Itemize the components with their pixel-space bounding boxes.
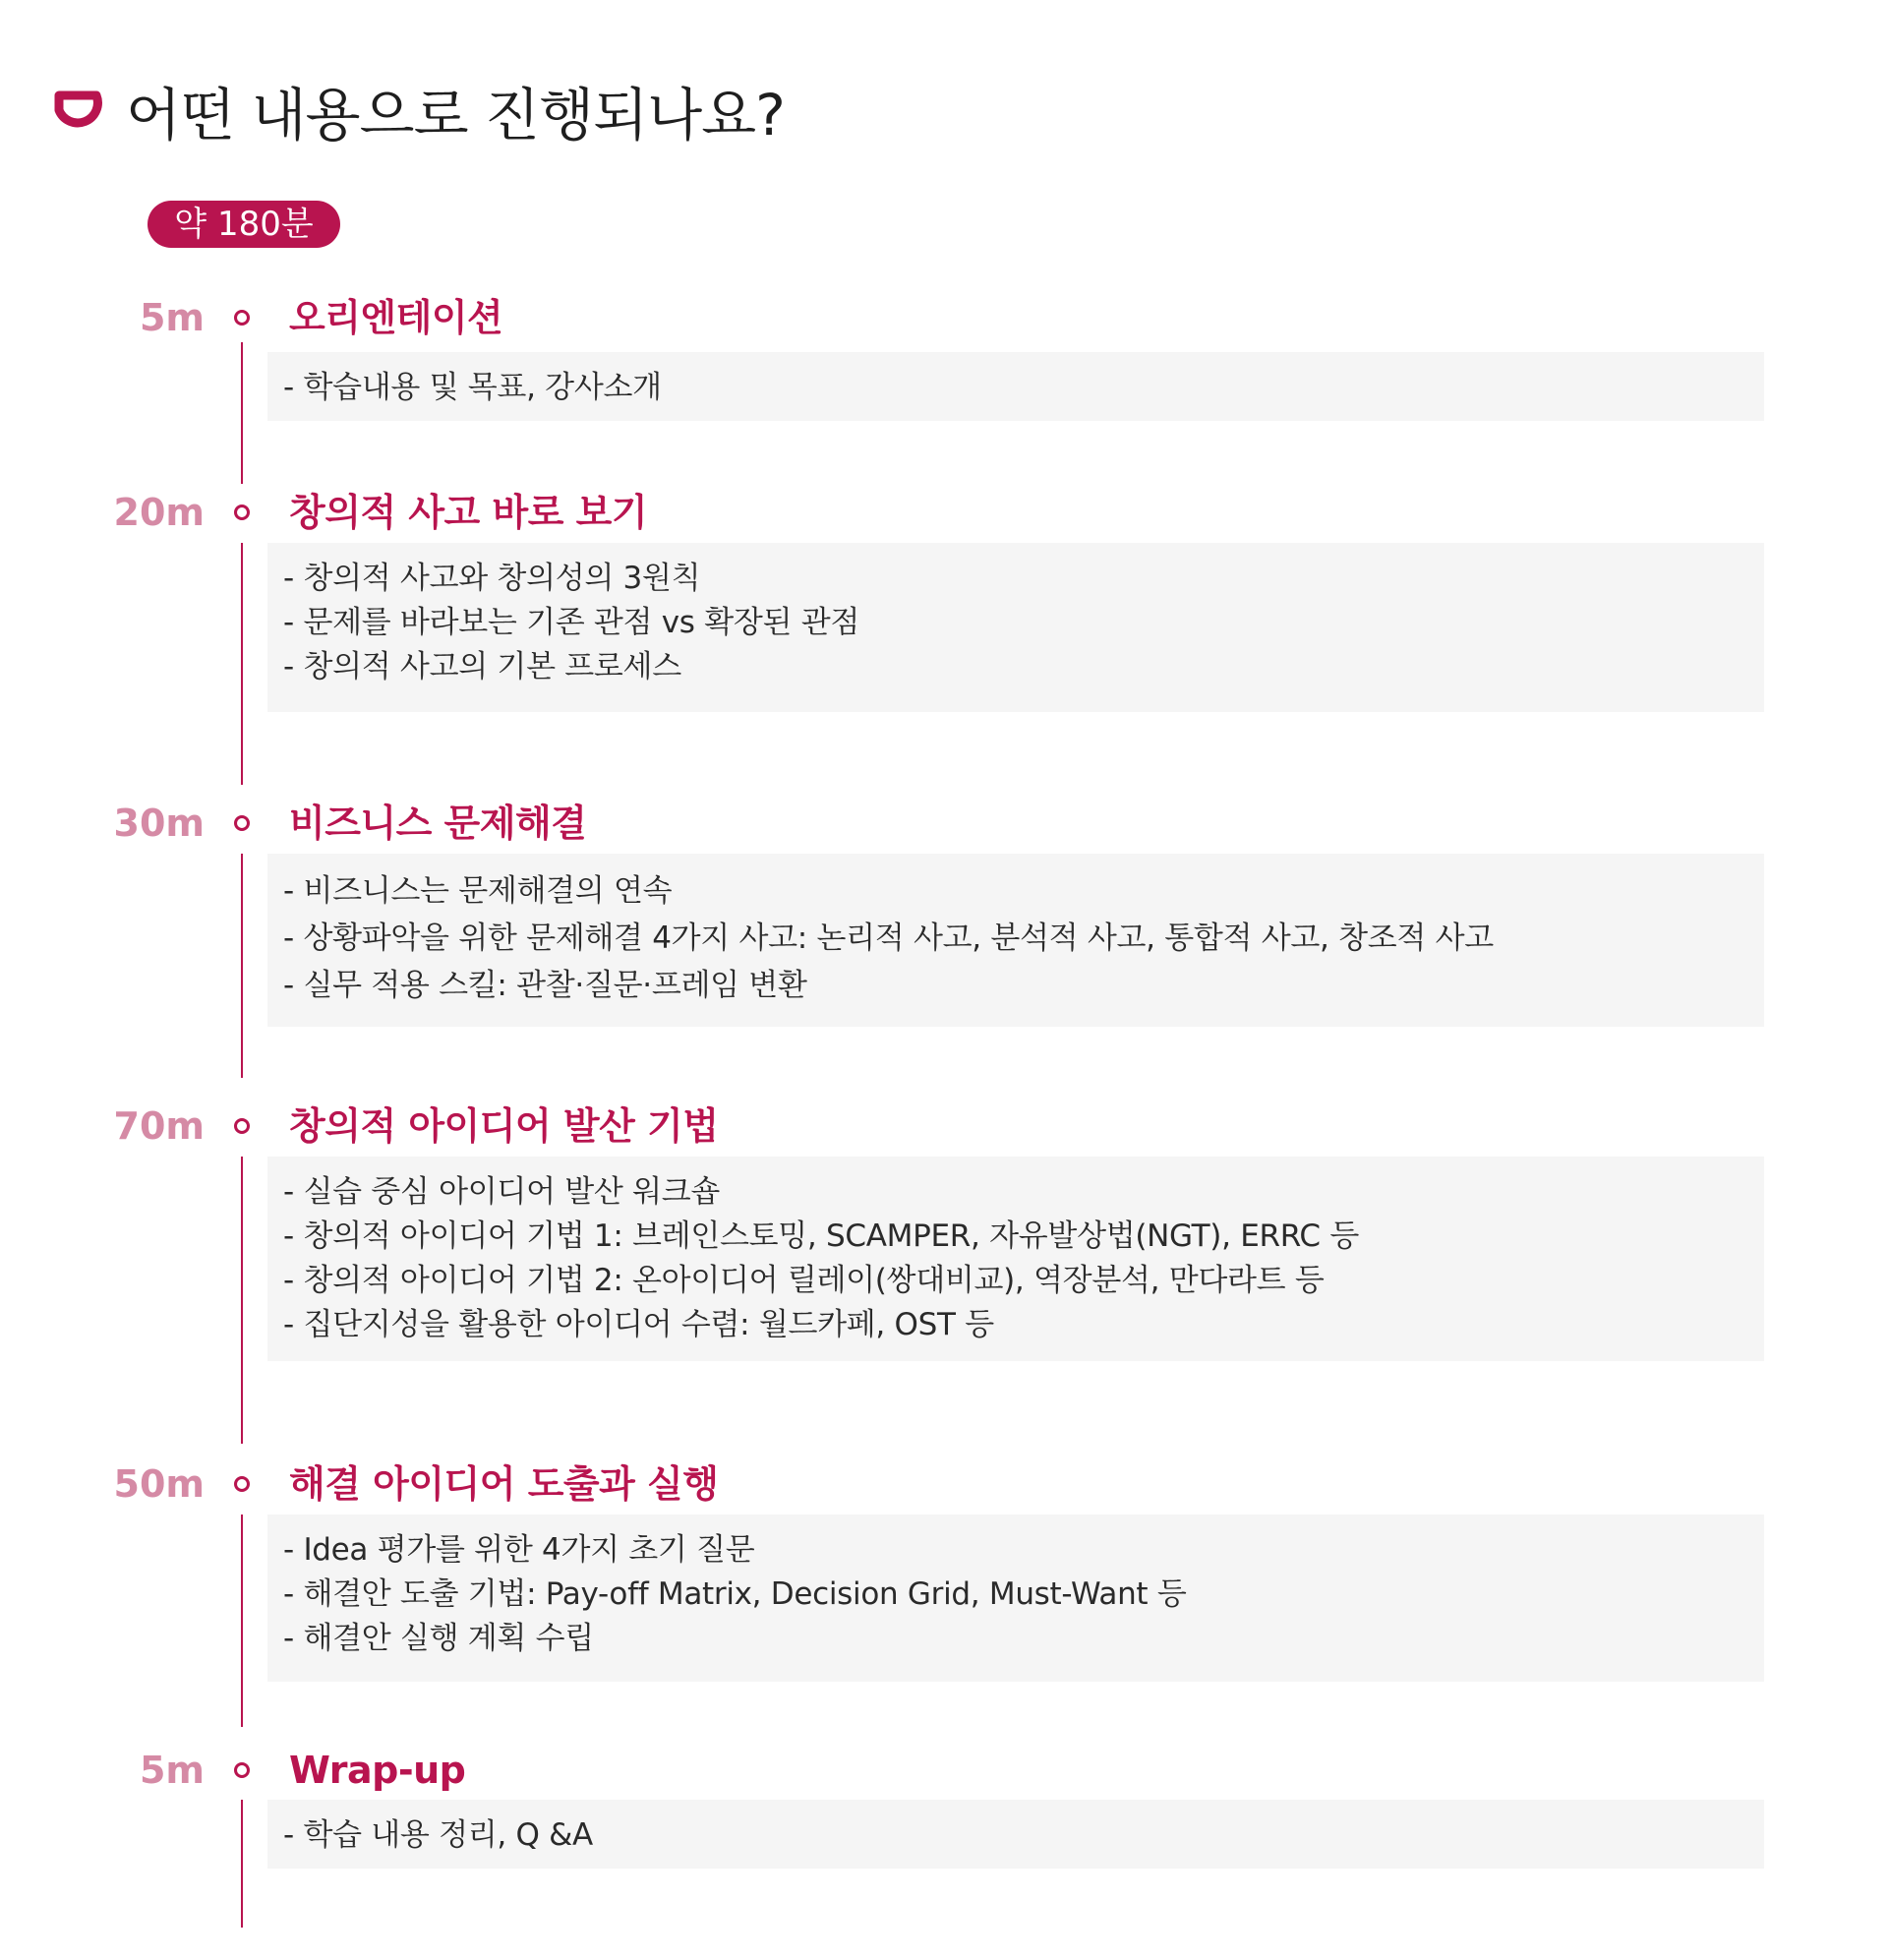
detail-item: - 학습내용 및 목표, 강사소개: [283, 370, 662, 405]
session-details: [267, 854, 1764, 1027]
timeline-line: [241, 543, 243, 785]
timeline-line: [241, 1157, 243, 1444]
detail-item: - 학습 내용 정리, Q &A: [283, 1817, 593, 1853]
session-time: 30m: [113, 802, 205, 845]
session-details: [267, 1515, 1764, 1682]
session-details: [267, 543, 1764, 712]
timeline-dot: [234, 310, 250, 326]
page-title: 어떤 내용으로 진행되나요?: [126, 82, 785, 148]
timeline-dot: [234, 1762, 250, 1778]
timeline-line: [241, 1800, 243, 1928]
detail-item: - 비즈니스는 문제해결의 연속: [283, 873, 673, 909]
detail-item: - 창의적 아이디어 기법 2: 온아이디어 릴레이(쌍대비교), 역장분석, 만다라트 등: [283, 1263, 1325, 1298]
session-title: 비즈니스 문제해결: [289, 802, 587, 845]
timeline-line: [241, 342, 243, 484]
detail-item: - 창의적 사고의 기본 프로세스: [283, 649, 681, 684]
session-details: [267, 1800, 1764, 1869]
session-title: 오리엔테이션: [289, 296, 503, 339]
detail-item: - 집단지성을 활용한 아이디어 수렴: 월드카페, OST 등: [283, 1307, 994, 1342]
session-time: 70m: [113, 1104, 205, 1148]
session-time: 5m: [139, 296, 205, 339]
timeline-dot: [234, 1118, 250, 1134]
detail-item: - 상황파악을 위한 문제해결 4가지 사고: 논리적 사고, 분석적 사고, 통합적 사고, 창조적 사고: [283, 921, 1494, 956]
session-title: 해결 아이디어 도출과 실행: [289, 1462, 719, 1506]
detail-item: - 창의적 사고와 창의성의 3원칙: [283, 561, 701, 596]
session-details: [267, 352, 1764, 421]
session-title: Wrap-up: [289, 1749, 466, 1792]
session-time: 5m: [139, 1749, 205, 1792]
timeline-dot: [234, 1476, 250, 1492]
duration-badge: 약 180분: [148, 201, 340, 248]
detail-item: - 해결안 도출 기법: Pay-off Matrix, Decision Grid, Must-Want 등: [283, 1576, 1187, 1612]
session-title: 창의적 사고 바로 보기: [289, 491, 648, 534]
timeline-line: [241, 854, 243, 1078]
page-header: [51, 71, 785, 149]
detail-item: - 창의적 아이디어 기법 1: 브레인스토밍, SCAMPER, 자유발상법(NGT), ERRC 등: [283, 1218, 1359, 1254]
session-details: [267, 1157, 1764, 1361]
session-title: 창의적 아이디어 발산 기법: [289, 1104, 719, 1148]
detail-item: - Idea 평가를 위한 4가지 초기 질문: [283, 1532, 755, 1568]
timeline-line: [241, 1515, 243, 1727]
detail-item: - 해결안 실행 계획 수립: [283, 1621, 594, 1656]
timeline-dot: [234, 815, 250, 831]
detail-item: - 문제를 바라보는 기존 관점 vs 확장된 관점: [283, 605, 859, 640]
detail-item: - 실습 중심 아이디어 발산 워크숍: [283, 1174, 721, 1210]
brand-logo-icon: [51, 84, 104, 137]
detail-item: - 실무 적용 스킬: 관찰·질문·프레임 변환: [283, 968, 807, 1003]
timeline-dot: [234, 505, 250, 520]
session-time: 20m: [113, 491, 205, 534]
session-time: 50m: [113, 1462, 205, 1506]
